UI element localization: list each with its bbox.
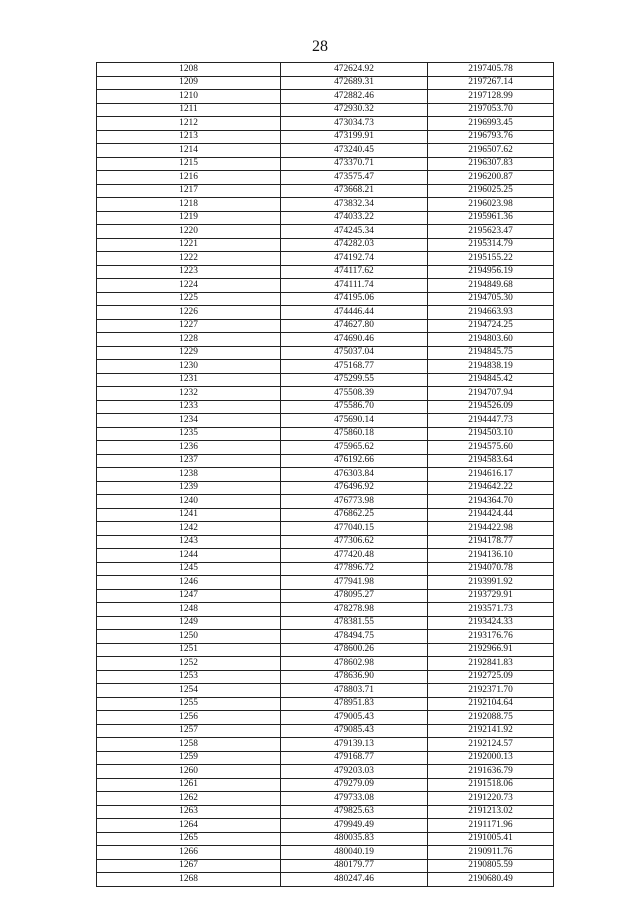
coordinates-table	[96, 62, 554, 887]
y-coordinate-cell: 2196507.62	[428, 144, 554, 158]
point-number-cell: 1262	[97, 792, 281, 806]
point-number-cell: 1222	[97, 252, 281, 266]
y-coordinate-cell: 2192088.75	[428, 711, 554, 725]
table-row	[97, 805, 554, 819]
y-coordinate-cell: 2197128.99	[428, 90, 554, 104]
y-coordinate-cell: 2193571.73	[428, 603, 554, 617]
y-coordinate-cell: 2191213.02	[428, 805, 554, 819]
y-coordinate-cell: 2192141.92	[428, 724, 554, 738]
table-row	[97, 495, 554, 509]
table-row	[97, 738, 554, 752]
x-coordinate-cell: 478636.90	[281, 670, 428, 684]
coordinates-table-body	[97, 63, 554, 887]
x-coordinate-cell: 474245.34	[281, 225, 428, 239]
y-coordinate-cell: 2194845.42	[428, 373, 554, 387]
y-coordinate-cell: 2194838.19	[428, 360, 554, 374]
x-coordinate-cell: 480035.83	[281, 832, 428, 846]
x-coordinate-cell: 473240.45	[281, 144, 428, 158]
table-row	[97, 670, 554, 684]
table-row	[97, 589, 554, 603]
point-number-cell: 1218	[97, 198, 281, 212]
y-coordinate-cell: 2195314.79	[428, 238, 554, 252]
x-coordinate-cell: 477896.72	[281, 562, 428, 576]
table-row	[97, 333, 554, 347]
table-row	[97, 238, 554, 252]
table-row	[97, 819, 554, 833]
point-number-cell: 1241	[97, 508, 281, 522]
x-coordinate-cell: 479085.43	[281, 724, 428, 738]
point-number-cell: 1226	[97, 306, 281, 320]
table-row	[97, 252, 554, 266]
x-coordinate-cell: 478494.75	[281, 630, 428, 644]
point-number-cell: 1233	[97, 400, 281, 414]
table-row	[97, 144, 554, 158]
point-number-cell: 1265	[97, 832, 281, 846]
point-number-cell: 1216	[97, 171, 281, 185]
x-coordinate-cell: 478278.98	[281, 603, 428, 617]
x-coordinate-cell: 479733.08	[281, 792, 428, 806]
x-coordinate-cell: 474195.06	[281, 292, 428, 306]
x-coordinate-cell: 476496.92	[281, 481, 428, 495]
y-coordinate-cell: 2194526.09	[428, 400, 554, 414]
x-coordinate-cell: 478602.98	[281, 657, 428, 671]
table-row	[97, 603, 554, 617]
point-number-cell: 1244	[97, 549, 281, 563]
x-coordinate-cell: 479825.63	[281, 805, 428, 819]
x-coordinate-cell: 478600.26	[281, 643, 428, 657]
table-row	[97, 198, 554, 212]
point-number-cell: 1235	[97, 427, 281, 441]
point-number-cell: 1266	[97, 846, 281, 860]
table-row	[97, 414, 554, 428]
x-coordinate-cell: 479168.77	[281, 751, 428, 765]
y-coordinate-cell: 2191005.41	[428, 832, 554, 846]
point-number-cell: 1214	[97, 144, 281, 158]
y-coordinate-cell: 2194178.77	[428, 535, 554, 549]
y-coordinate-cell: 2194583.64	[428, 454, 554, 468]
point-number-cell: 1232	[97, 387, 281, 401]
x-coordinate-cell: 478381.55	[281, 616, 428, 630]
x-coordinate-cell: 478095.27	[281, 589, 428, 603]
point-number-cell: 1252	[97, 657, 281, 671]
table-row	[97, 427, 554, 441]
point-number-cell: 1208	[97, 63, 281, 77]
point-number-cell: 1213	[97, 130, 281, 144]
point-number-cell: 1221	[97, 238, 281, 252]
x-coordinate-cell: 472882.46	[281, 90, 428, 104]
y-coordinate-cell: 2193176.76	[428, 630, 554, 644]
x-coordinate-cell: 473199.91	[281, 130, 428, 144]
table-row	[97, 306, 554, 320]
y-coordinate-cell: 2196793.76	[428, 130, 554, 144]
table-row	[97, 657, 554, 671]
table-row	[97, 225, 554, 239]
table-row	[97, 873, 554, 887]
point-number-cell: 1264	[97, 819, 281, 833]
x-coordinate-cell: 475508.39	[281, 387, 428, 401]
y-coordinate-cell: 2194956.19	[428, 265, 554, 279]
table-row	[97, 643, 554, 657]
x-coordinate-cell: 480247.46	[281, 873, 428, 887]
y-coordinate-cell: 2191518.06	[428, 778, 554, 792]
x-coordinate-cell: 473575.47	[281, 171, 428, 185]
table-row	[97, 684, 554, 698]
y-coordinate-cell: 2194364.70	[428, 495, 554, 509]
x-coordinate-cell: 475860.18	[281, 427, 428, 441]
y-coordinate-cell: 2194705.30	[428, 292, 554, 306]
point-number-cell: 1211	[97, 103, 281, 117]
y-coordinate-cell: 2196200.87	[428, 171, 554, 185]
x-coordinate-cell: 477420.48	[281, 549, 428, 563]
y-coordinate-cell: 2194803.60	[428, 333, 554, 347]
x-coordinate-cell: 479139.13	[281, 738, 428, 752]
y-coordinate-cell: 2192124.57	[428, 738, 554, 752]
y-coordinate-cell: 2194845.75	[428, 346, 554, 360]
table-row	[97, 765, 554, 779]
x-coordinate-cell: 479203.03	[281, 765, 428, 779]
x-coordinate-cell: 476303.84	[281, 468, 428, 482]
point-number-cell: 1210	[97, 90, 281, 104]
y-coordinate-cell: 2192104.64	[428, 697, 554, 711]
x-coordinate-cell: 472930.32	[281, 103, 428, 117]
y-coordinate-cell: 2191171.96	[428, 819, 554, 833]
x-coordinate-cell: 475037.04	[281, 346, 428, 360]
table-row	[97, 630, 554, 644]
point-number-cell: 1220	[97, 225, 281, 239]
point-number-cell: 1230	[97, 360, 281, 374]
y-coordinate-cell: 2193424.33	[428, 616, 554, 630]
table-row	[97, 549, 554, 563]
y-coordinate-cell: 2191220.73	[428, 792, 554, 806]
y-coordinate-cell: 2190680.49	[428, 873, 554, 887]
table-row	[97, 778, 554, 792]
point-number-cell: 1236	[97, 441, 281, 455]
y-coordinate-cell: 2192966.91	[428, 643, 554, 657]
x-coordinate-cell: 472624.92	[281, 63, 428, 77]
point-number-cell: 1254	[97, 684, 281, 698]
table-row	[97, 711, 554, 725]
x-coordinate-cell: 475690.14	[281, 414, 428, 428]
y-coordinate-cell: 2193991.92	[428, 576, 554, 590]
point-number-cell: 1257	[97, 724, 281, 738]
y-coordinate-cell: 2194070.78	[428, 562, 554, 576]
point-number-cell: 1261	[97, 778, 281, 792]
table-row	[97, 441, 554, 455]
x-coordinate-cell: 472689.31	[281, 76, 428, 90]
point-number-cell: 1219	[97, 211, 281, 225]
x-coordinate-cell: 475299.55	[281, 373, 428, 387]
x-coordinate-cell: 475586.70	[281, 400, 428, 414]
point-number-cell: 1240	[97, 495, 281, 509]
table-row	[97, 292, 554, 306]
table-row	[97, 157, 554, 171]
table-row	[97, 751, 554, 765]
point-number-cell: 1243	[97, 535, 281, 549]
table-row	[97, 468, 554, 482]
point-number-cell: 1231	[97, 373, 281, 387]
point-number-cell: 1224	[97, 279, 281, 293]
y-coordinate-cell: 2194447.73	[428, 414, 554, 428]
table-row	[97, 184, 554, 198]
x-coordinate-cell: 476192.66	[281, 454, 428, 468]
x-coordinate-cell: 479949.49	[281, 819, 428, 833]
x-coordinate-cell: 478951.83	[281, 697, 428, 711]
x-coordinate-cell: 473370.71	[281, 157, 428, 171]
point-number-cell: 1258	[97, 738, 281, 752]
point-number-cell: 1225	[97, 292, 281, 306]
point-number-cell: 1248	[97, 603, 281, 617]
table-row	[97, 76, 554, 90]
x-coordinate-cell: 474690.46	[281, 333, 428, 347]
table-row	[97, 508, 554, 522]
table-row	[97, 319, 554, 333]
x-coordinate-cell: 475168.77	[281, 360, 428, 374]
table-row	[97, 360, 554, 374]
y-coordinate-cell: 2195961.36	[428, 211, 554, 225]
x-coordinate-cell: 478803.71	[281, 684, 428, 698]
x-coordinate-cell: 474117.62	[281, 265, 428, 279]
x-coordinate-cell: 477306.62	[281, 535, 428, 549]
y-coordinate-cell: 2194642.22	[428, 481, 554, 495]
y-coordinate-cell: 2194616.17	[428, 468, 554, 482]
y-coordinate-cell: 2192725.09	[428, 670, 554, 684]
table-row	[97, 63, 554, 77]
table-row	[97, 576, 554, 590]
table-row	[97, 117, 554, 131]
table-row	[97, 616, 554, 630]
y-coordinate-cell: 2195623.47	[428, 225, 554, 239]
y-coordinate-cell: 2196025.25	[428, 184, 554, 198]
point-number-cell: 1259	[97, 751, 281, 765]
y-coordinate-cell: 2197053.70	[428, 103, 554, 117]
point-number-cell: 1251	[97, 643, 281, 657]
x-coordinate-cell: 473832.34	[281, 198, 428, 212]
y-coordinate-cell: 2191636.79	[428, 765, 554, 779]
y-coordinate-cell: 2190911.76	[428, 846, 554, 860]
x-coordinate-cell: 476862.25	[281, 508, 428, 522]
table-row	[97, 90, 554, 104]
point-number-cell: 1246	[97, 576, 281, 590]
point-number-cell: 1215	[97, 157, 281, 171]
x-coordinate-cell: 475965.62	[281, 441, 428, 455]
point-number-cell: 1234	[97, 414, 281, 428]
point-number-cell: 1227	[97, 319, 281, 333]
point-number-cell: 1267	[97, 859, 281, 873]
y-coordinate-cell: 2192371.70	[428, 684, 554, 698]
x-coordinate-cell: 474627.80	[281, 319, 428, 333]
y-coordinate-cell: 2194849.68	[428, 279, 554, 293]
point-number-cell: 1245	[97, 562, 281, 576]
table-row	[97, 265, 554, 279]
point-number-cell: 1209	[97, 76, 281, 90]
y-coordinate-cell: 2194707.94	[428, 387, 554, 401]
x-coordinate-cell: 473668.21	[281, 184, 428, 198]
y-coordinate-cell: 2195155.22	[428, 252, 554, 266]
table-row	[97, 481, 554, 495]
x-coordinate-cell: 477040.15	[281, 522, 428, 536]
y-coordinate-cell: 2194422.98	[428, 522, 554, 536]
point-number-cell: 1249	[97, 616, 281, 630]
table-row	[97, 535, 554, 549]
point-number-cell: 1242	[97, 522, 281, 536]
table-row	[97, 387, 554, 401]
point-number-cell: 1237	[97, 454, 281, 468]
y-coordinate-cell: 2193729.91	[428, 589, 554, 603]
y-coordinate-cell: 2197267.14	[428, 76, 554, 90]
table-row	[97, 522, 554, 536]
x-coordinate-cell: 480179.77	[281, 859, 428, 873]
table-row	[97, 211, 554, 225]
y-coordinate-cell: 2196307.83	[428, 157, 554, 171]
x-coordinate-cell: 480040.19	[281, 846, 428, 860]
y-coordinate-cell: 2194663.93	[428, 306, 554, 320]
point-number-cell: 1263	[97, 805, 281, 819]
table-row	[97, 373, 554, 387]
point-number-cell: 1247	[97, 589, 281, 603]
point-number-cell: 1229	[97, 346, 281, 360]
x-coordinate-cell: 474446.44	[281, 306, 428, 320]
point-number-cell: 1228	[97, 333, 281, 347]
x-coordinate-cell: 476773.98	[281, 495, 428, 509]
point-number-cell: 1268	[97, 873, 281, 887]
page-number: 28	[312, 38, 328, 55]
table-row	[97, 562, 554, 576]
y-coordinate-cell: 2194424.44	[428, 508, 554, 522]
y-coordinate-cell: 2194136.10	[428, 549, 554, 563]
table-row	[97, 697, 554, 711]
point-number-cell: 1250	[97, 630, 281, 644]
x-coordinate-cell: 473034.73	[281, 117, 428, 131]
table-row	[97, 792, 554, 806]
x-coordinate-cell: 474192.74	[281, 252, 428, 266]
point-number-cell: 1253	[97, 670, 281, 684]
point-number-cell: 1256	[97, 711, 281, 725]
point-number-cell: 1239	[97, 481, 281, 495]
point-number-cell: 1212	[97, 117, 281, 131]
y-coordinate-cell: 2190805.59	[428, 859, 554, 873]
table-row	[97, 832, 554, 846]
point-number-cell: 1260	[97, 765, 281, 779]
table-row	[97, 859, 554, 873]
y-coordinate-cell: 2192841.83	[428, 657, 554, 671]
y-coordinate-cell: 2194724.25	[428, 319, 554, 333]
point-number-cell: 1238	[97, 468, 281, 482]
table-row	[97, 454, 554, 468]
x-coordinate-cell: 477941.98	[281, 576, 428, 590]
point-number-cell: 1255	[97, 697, 281, 711]
point-number-cell: 1217	[97, 184, 281, 198]
y-coordinate-cell: 2196993.45	[428, 117, 554, 131]
y-coordinate-cell: 2192000.13	[428, 751, 554, 765]
x-coordinate-cell: 474111.74	[281, 279, 428, 293]
y-coordinate-cell: 2194503.10	[428, 427, 554, 441]
y-coordinate-cell: 2197405.78	[428, 63, 554, 77]
x-coordinate-cell: 479279.09	[281, 778, 428, 792]
point-number-cell: 1223	[97, 265, 281, 279]
y-coordinate-cell: 2194575.60	[428, 441, 554, 455]
x-coordinate-cell: 474282.03	[281, 238, 428, 252]
table-row	[97, 171, 554, 185]
table-row	[97, 103, 554, 117]
table-row	[97, 846, 554, 860]
y-coordinate-cell: 2196023.98	[428, 198, 554, 212]
table-row	[97, 724, 554, 738]
x-coordinate-cell: 479005.43	[281, 711, 428, 725]
x-coordinate-cell: 474033.22	[281, 211, 428, 225]
table-row	[97, 400, 554, 414]
table-row	[97, 130, 554, 144]
table-row	[97, 346, 554, 360]
table-row	[97, 279, 554, 293]
